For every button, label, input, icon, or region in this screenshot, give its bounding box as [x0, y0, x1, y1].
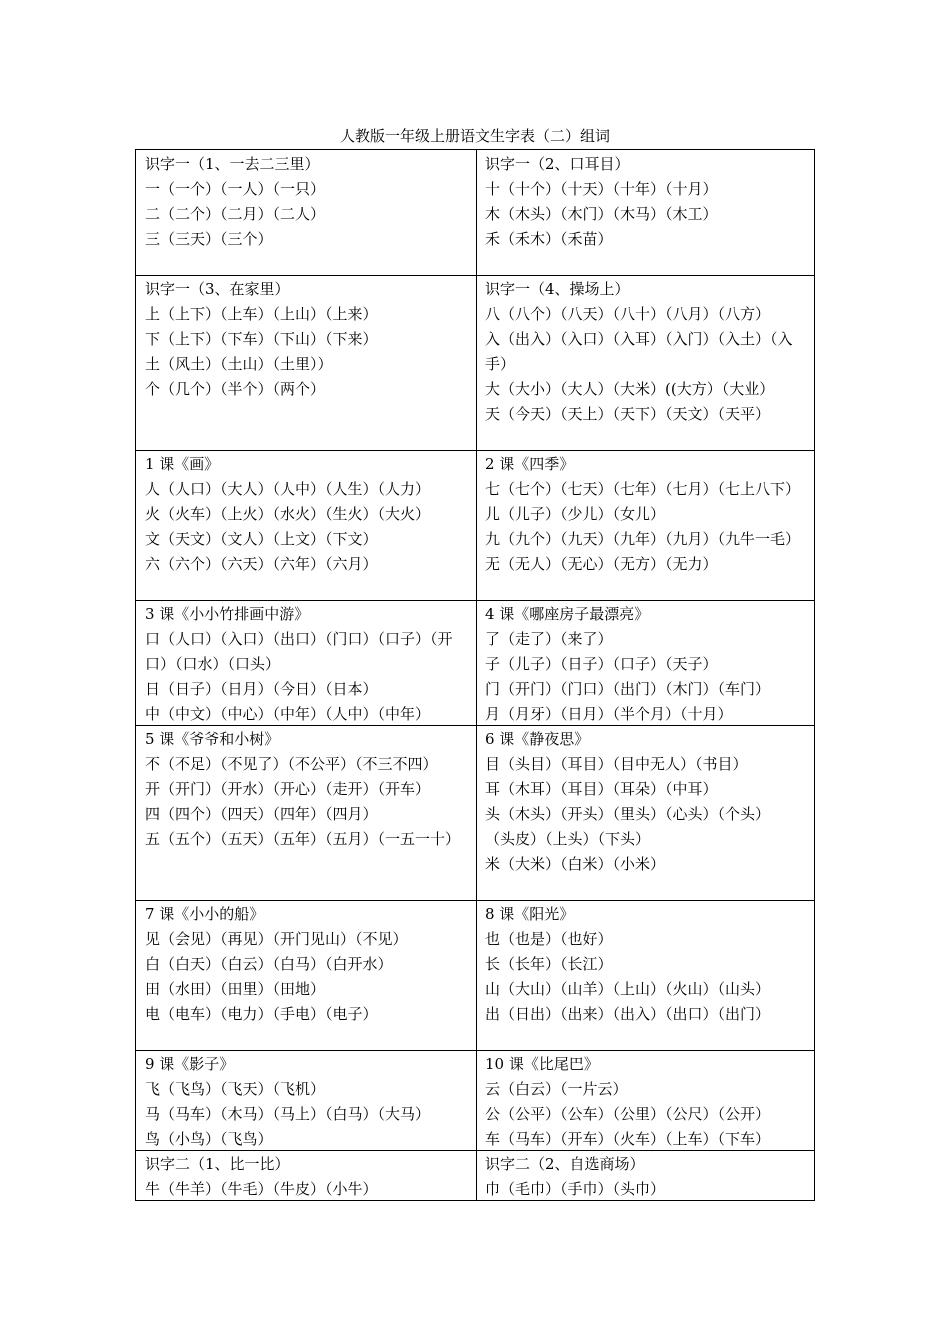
- lesson-heading: 识字一（1、一去二三里）: [145, 155, 320, 173]
- word-line: 飞（飞鸟）（飞天）（飞机）: [145, 1080, 326, 1098]
- lesson-cell: [476, 900, 816, 1050]
- word-line: 大（大小）（大人）（大米）((大方）（大业）: [485, 380, 775, 398]
- word-line: 一（一个）（一人）（一只）: [145, 180, 326, 198]
- lesson-heading: 8 课《阳光》: [485, 905, 575, 923]
- word-line: 口）（口水）（口头）: [145, 655, 281, 673]
- word-line: 天（今天）（天上）（天下）（天文）（天平）: [485, 405, 771, 423]
- word-line: 马（马车）（木马）（马上）（白马）（大马）: [145, 1105, 431, 1123]
- word-line: （头皮）（上头）（下头）: [485, 830, 651, 848]
- lesson-heading: 7 课《小小的船》: [145, 905, 265, 923]
- lesson-heading: 识字一（4、操场上）: [485, 280, 630, 298]
- lesson-heading: 10 课《比尾巴》: [485, 1055, 599, 1073]
- lesson-heading: 9 课《影子》: [145, 1055, 235, 1073]
- word-line: 巾（毛巾）（手巾）（头巾）: [485, 1180, 666, 1198]
- word-line: 开（开门）（开水）（开心）（走开）（开车）: [145, 780, 431, 798]
- word-line: 米（大米）（白米）（小米）: [485, 855, 666, 873]
- word-line: 出（日出）（出来）（出入）（出口）（出门）: [485, 1005, 771, 1023]
- lesson-heading: 识字二（1、比一比）: [145, 1155, 290, 1173]
- lesson-heading: 识字一（3、在家里）: [145, 280, 290, 298]
- word-line: 口（人口）（入口）（出口）（门口）（口子）（开: [145, 630, 453, 648]
- word-line: 电（电车）（电力）（手电）（电子）: [145, 1005, 378, 1023]
- lesson-cell: [136, 1050, 476, 1150]
- word-line: 中（中文）（中心）（中年）（人中）（中年）: [145, 705, 431, 723]
- lesson-heading: 5 课《爷爷和小树》: [145, 730, 280, 748]
- lesson-cell: [476, 1050, 816, 1150]
- word-line: 五（五个）（五天）（五年）（五月）（一五一十）: [145, 830, 461, 848]
- lesson-cell: [136, 1150, 476, 1200]
- lesson-cell: [476, 150, 816, 275]
- lesson-cell: [476, 1150, 816, 1200]
- word-line: 鸟（小鸟）（飞鸟）: [145, 1130, 273, 1148]
- lesson-cell: [136, 900, 476, 1050]
- word-line: 田（水田）（田里）（田地）: [145, 980, 326, 998]
- lesson-heading: 4 课《哪座房子最漂亮》: [485, 605, 650, 623]
- word-line: 八（八个）（八天）（八十）（八月）（八方）: [485, 305, 771, 323]
- word-line: 上（上下）（上车）（上山）（上来）: [145, 305, 378, 323]
- word-line: 目（头目）（耳目）（目中无人）（书目）: [485, 755, 748, 773]
- lesson-cell: [136, 450, 476, 600]
- word-line: 日（日子）（日月）（今日）（日本）: [145, 680, 378, 698]
- word-line: 白（白天）（白云）（白马）（白开水）: [145, 955, 393, 973]
- word-line: 月（月牙）（日月）（半个月）（十月）: [485, 705, 733, 723]
- word-line: 车（马车）（开车）（火车）（上车）（下车）: [485, 1130, 771, 1148]
- word-line: 见（会见）（再见）（开门见山）（不见）: [145, 930, 408, 948]
- word-line: 七（七个）（七天）（七年）（七月）（七上八下）: [485, 480, 801, 498]
- vocabulary-table: [135, 149, 815, 1201]
- lesson-cell: [476, 450, 816, 600]
- word-line: 二（二个）（二月）（二人）: [145, 205, 326, 223]
- lesson-heading: 2 课《四季》: [485, 455, 575, 473]
- lesson-cell: [136, 600, 476, 725]
- word-line: 文（天文）（文人）（上文）（下文）: [145, 530, 378, 548]
- lesson-cell: [136, 275, 476, 450]
- word-line: 下（上下）（下车）（下山）（下来）: [145, 330, 378, 348]
- word-line: 禾（禾木）（禾苗）: [485, 230, 613, 248]
- word-line: 入（出入）（入口）（入耳）（入门）（入土）（入: [485, 330, 793, 348]
- word-line: 十（十个）（十天）（十年）（十月）: [485, 180, 718, 198]
- lesson-cell: [476, 275, 816, 450]
- lesson-cell: [136, 725, 476, 900]
- lesson-heading: 6 课《静夜思》: [485, 730, 590, 748]
- word-line: 九（九个）（九天）（九年）（九月）（九牛一毛）: [485, 530, 801, 548]
- word-line: 个（几个）（半个）（两个）: [145, 380, 326, 398]
- word-line: 无（无人）（无心）（无方）（无力）: [485, 555, 718, 573]
- lesson-cell: [136, 150, 476, 275]
- lesson-cell: [476, 600, 816, 725]
- word-line: 不（不足）（不见了）（不公平）（不三不四）: [145, 755, 438, 773]
- word-line: 三（三天）（三个）: [145, 230, 273, 248]
- word-line: 六（六个）（六天）（六年）（六月）: [145, 555, 378, 573]
- word-line: 火（火车）（上火）（水火）（生火）（大火）: [145, 505, 431, 523]
- word-line: 山（大山）（山羊）（上山）（火山）（山头）: [485, 980, 771, 998]
- word-line: 了（走了）（来了）: [485, 630, 613, 648]
- word-line: 云（白云）（一片云）: [485, 1080, 628, 1098]
- word-line: 长（长年）（长江）: [485, 955, 613, 973]
- lesson-heading: 识字一（2、口耳目）: [485, 155, 630, 173]
- word-line: 儿（儿子）（少儿）（女儿）: [485, 505, 666, 523]
- word-line: 头（木头）（开头）（里头）（心头）（个头）: [485, 805, 771, 823]
- word-line: 四（四个）（四天）（四年）（四月）: [145, 805, 378, 823]
- lesson-cell: [476, 725, 816, 900]
- word-line: 牛（牛羊）（牛毛）（牛皮）（小牛）: [145, 1180, 378, 1198]
- lesson-heading: 3 课《小小竹排画中游》: [145, 605, 310, 623]
- word-line: 门（开门）（门口）（出门）（木门）（车门）: [485, 680, 771, 698]
- word-line: 木（木头）（木门）（木马）（木工）: [485, 205, 718, 223]
- word-line: 手）: [485, 355, 516, 373]
- word-line: 也（也是）（也好）: [485, 930, 613, 948]
- page-title: 人教版一年级上册语文生字表（二）组词: [339, 127, 610, 145]
- lesson-heading: 1 课《画》: [145, 455, 220, 473]
- word-line: 土（风土）（土山）（土里））: [145, 355, 333, 373]
- word-line: 子（儿子）（日子）（口子）（天子）: [485, 655, 718, 673]
- word-line: 公（公平）（公车）（公里）（公尺）（公开）: [485, 1105, 771, 1123]
- word-line: 耳（木耳）（耳目）（耳朵）（中耳）: [485, 780, 718, 798]
- lesson-heading: 识字二（2、自选商场）: [485, 1155, 645, 1173]
- word-line: 人（人口）（大人）（人中）（人生）（人力）: [145, 480, 431, 498]
